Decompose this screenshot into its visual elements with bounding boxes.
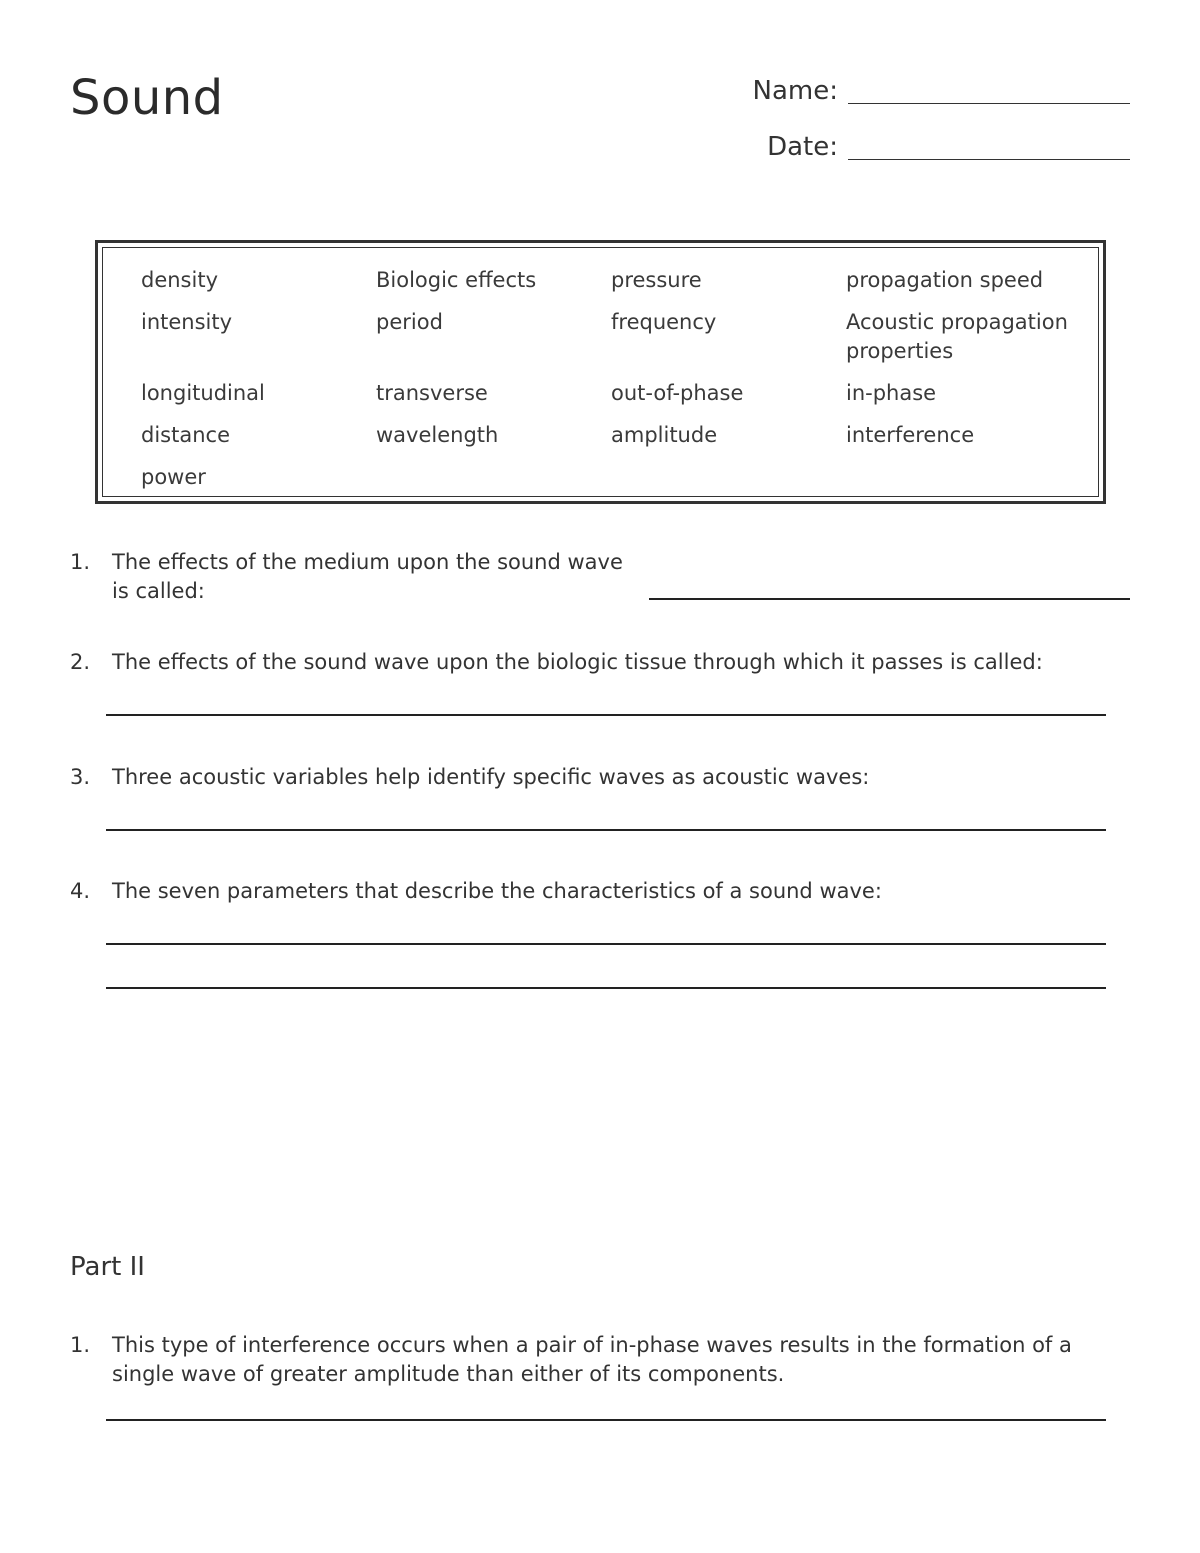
part-2-answer-blank-1[interactable] [106, 1419, 1106, 1421]
word-bank-box [95, 240, 1106, 504]
word-bank-term: frequency [611, 310, 717, 334]
word-bank-grid [141, 266, 1081, 505]
date-blank[interactable] [848, 158, 1130, 160]
word-bank-term: wavelength [376, 423, 499, 447]
question-number: 4. [70, 879, 91, 903]
date-label: Date: [767, 132, 838, 162]
word-bank-term: Acoustic propagation properties [846, 310, 1068, 363]
answer-blank-4b[interactable] [106, 987, 1106, 989]
question-text: The seven parameters that describe the characteristics of a sound wave: [112, 879, 882, 903]
word-bank-term: power [141, 465, 206, 489]
date-field-row [767, 132, 1130, 162]
question-text: The effects of the sound wave upon the biologic tissue through which it passes is called: [112, 650, 1043, 674]
question-number: 1. [70, 1333, 91, 1357]
word-bank-term: distance [141, 423, 230, 447]
name-field-row [753, 76, 1130, 106]
word-bank-term: period [376, 310, 443, 334]
part-2-question-1 [70, 1331, 1130, 1391]
question-number: 1. [70, 550, 91, 574]
name-label: Name: [752, 76, 838, 106]
word-bank-term: transverse [376, 381, 488, 405]
word-bank-term: out-of-phase [611, 381, 744, 405]
question-number: 2. [70, 650, 91, 674]
word-bank-inner-border [102, 247, 1099, 497]
question-text: This type of interference occurs when a pair of in-phase waves results in the formation of a single wave of greater amplitude than either of its components. [112, 1333, 1072, 1386]
word-bank-term: amplitude [611, 423, 718, 447]
question-text: Three acoustic variables help identify specific waves as acoustic waves: [112, 765, 870, 789]
question-1 [70, 548, 650, 608]
answer-blank-2[interactable] [106, 714, 1106, 716]
question-text: The effects of the medium upon the sound wave is called: [112, 550, 623, 603]
part-2-heading: Part II [70, 1252, 145, 1282]
question-3 [70, 763, 1130, 793]
word-bank-term: longitudinal [141, 381, 265, 405]
answer-blank-3[interactable] [106, 829, 1106, 831]
worksheet-title: Sound [70, 70, 224, 126]
word-bank-term: interference [846, 423, 975, 447]
answer-blank-4a[interactable] [106, 943, 1106, 945]
word-bank-term: in-phase [846, 381, 937, 405]
answer-blank-1[interactable] [649, 598, 1130, 600]
question-number: 3. [70, 765, 91, 789]
name-blank[interactable] [848, 102, 1130, 104]
word-bank-term: pressure [611, 268, 702, 292]
word-bank-term: Biologic effects [376, 268, 537, 292]
word-bank-term: density [141, 268, 218, 292]
word-bank-term: propagation speed [846, 268, 1044, 292]
word-bank-term: intensity [141, 310, 233, 334]
question-4 [70, 877, 1130, 907]
question-2 [70, 648, 1130, 678]
